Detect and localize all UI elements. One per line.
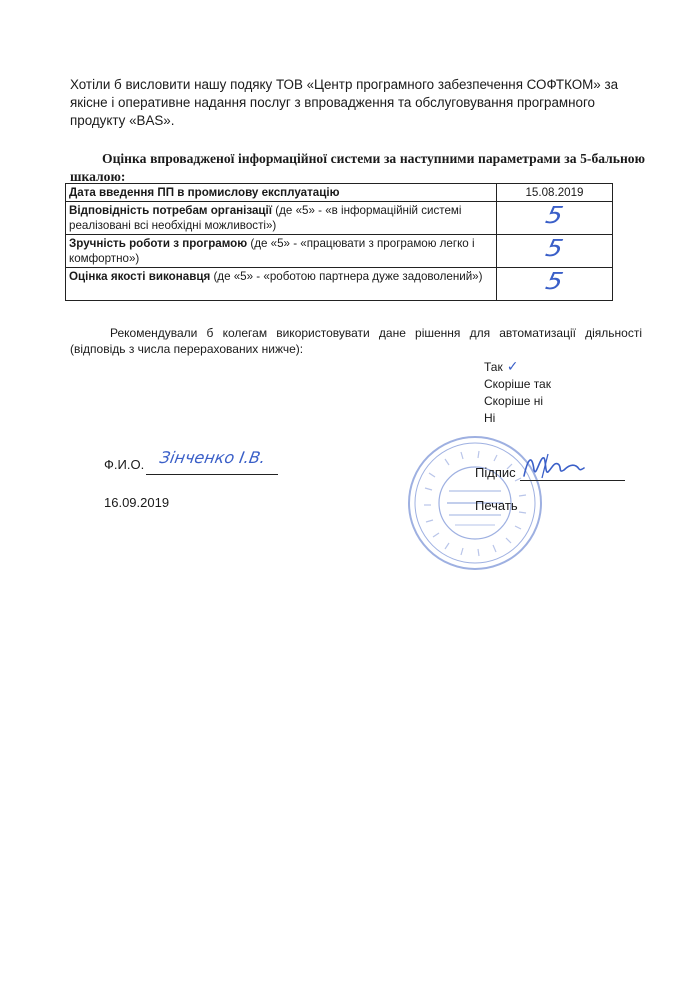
criterion-description: (де «5» - «працювати з програмою легко і комфортно») [69, 237, 475, 265]
rating-value [497, 184, 613, 202]
option-label: Скоріше ні [484, 394, 543, 408]
option-rather-yes [484, 376, 551, 393]
criterion-description: (де «5» - «в інформаційній системі реалізовані всі необхідні можливості») [69, 204, 462, 232]
intro-paragraph: Хотіли б висловити нашу подяку ТОВ «Центр програмного забезпечення СОФТКОМ» за якісне і оперативне надання послуг з впровадження та обслуговування програмного продукту «BAS». [70, 77, 619, 128]
option-rather-no [484, 393, 551, 410]
criterion-cell [66, 268, 497, 301]
signature-icon [518, 448, 588, 484]
criterion-description: (де «5» - «роботою партнера дуже задоволений») [210, 270, 483, 283]
rating-value [497, 268, 613, 301]
option-label: Так [484, 360, 503, 374]
table-row [66, 235, 613, 268]
criterion-title: Дата введення ПП в промислову експлуатацію [69, 186, 340, 199]
fio-underline [146, 474, 278, 475]
option-yes [484, 358, 551, 376]
option-no [484, 410, 551, 427]
handwritten-score: 5 [543, 268, 566, 296]
rating-value [497, 235, 613, 268]
stamp-label: Печать [475, 498, 518, 513]
criterion-cell [66, 235, 497, 268]
answer-options [484, 358, 551, 427]
document-date: 16.09.2019 [104, 495, 170, 510]
evaluation-heading: Оцінка впровадженої інформаційної системи за наступними параметрами за 5-бальною шкалою: [70, 151, 645, 184]
option-label: Скоріше так [484, 377, 551, 391]
table-row [66, 268, 613, 301]
option-label: Ні [484, 411, 496, 425]
signature-label: Підпис [475, 465, 516, 480]
ratings-table [65, 183, 613, 301]
table-row [66, 202, 613, 235]
table-row [66, 184, 613, 202]
criterion-cell [66, 202, 497, 235]
recommend-paragraph: Рекомендували б колегам використовувати дане рішення для автоматизації діяльності (відповідь з числа перерахованих нижче): [70, 326, 642, 356]
fio-label: Ф.И.О. [104, 457, 145, 472]
criterion-cell [66, 184, 497, 202]
handwritten-score: 5 [543, 202, 566, 230]
handwritten-score: 5 [543, 235, 566, 263]
handwritten-name: Зінченко І.В. [158, 448, 268, 467]
rating-value [497, 202, 613, 235]
criterion-title: Відповідність потребам організації [69, 204, 273, 217]
check-icon: ✓ [506, 358, 519, 374]
date-value: 15.08.2019 [525, 186, 584, 199]
criterion-title: Оцінка якості виконавця [69, 270, 211, 283]
criterion-title: Зручність роботи з програмою [69, 237, 248, 250]
